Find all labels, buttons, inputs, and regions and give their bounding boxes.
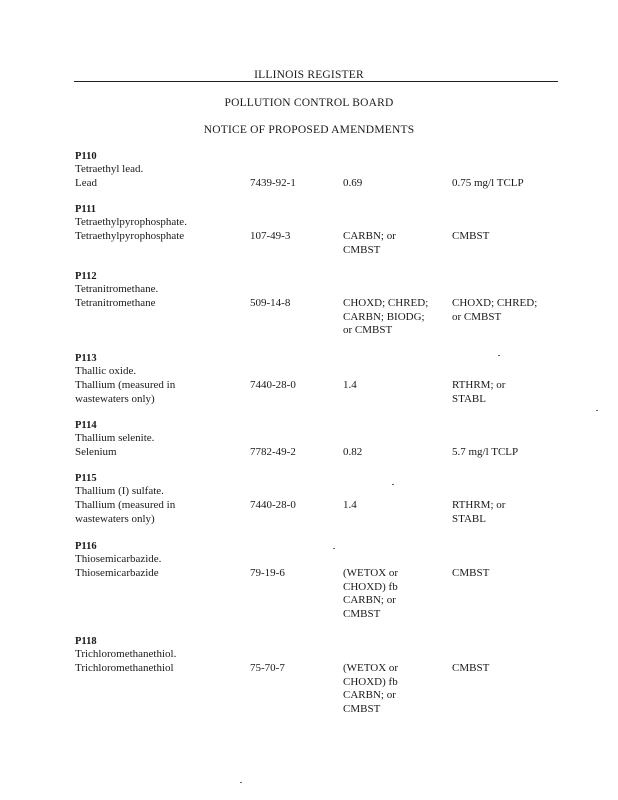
- nonwastewater-standard: RTHRM; or STABL: [452, 379, 506, 405]
- wastewater-standard: (WETOX or CHOXD) fb CARBN; or CMBST: [343, 567, 399, 620]
- nonwastewater-standard: 5.7 mg/l TCLP: [452, 446, 519, 458]
- waste-name: Thallic oxide.: [75, 365, 137, 377]
- waste-code: P118: [75, 636, 97, 647]
- scan-speck: [240, 782, 242, 783]
- constituent-name: Tetranitromethane: [75, 297, 156, 309]
- wastewater-standard: 0.82: [343, 446, 363, 458]
- notice-title: NOTICE OF PROPOSED AMENDMENTS: [203, 124, 415, 136]
- nonwastewater-standard: RTHRM; or STABL: [452, 499, 506, 525]
- waste-name: Thiosemicarbazide.: [75, 553, 162, 565]
- cas-number: 107-49-3: [250, 230, 291, 242]
- nonwastewater-standard: 0.75 mg/l TCLP: [452, 177, 524, 189]
- waste-code: P111: [75, 204, 97, 215]
- scan-speck: [333, 548, 335, 549]
- cas-number: 7782-49-2: [250, 446, 296, 458]
- waste-name: Tetraethyl lead.: [75, 163, 144, 175]
- cas-number: 7439-92-1: [250, 177, 296, 189]
- constituent-name: Thallium (measured in wastewaters only): [75, 499, 176, 525]
- wastewater-standard: 0.69: [343, 177, 363, 189]
- wastewater-standard: 1.4: [343, 379, 357, 391]
- nonwastewater-standard: CHOXD; CHRED; or CMBST: [452, 297, 538, 323]
- waste-code: P115: [75, 473, 97, 484]
- constituent-name: Thallium (measured in wastewaters only): [75, 379, 176, 405]
- nonwastewater-standard: CMBST: [452, 662, 490, 674]
- waste-name: Trichloromethanethiol.: [75, 648, 177, 660]
- waste-name: Thallium (I) sulfate.: [75, 485, 164, 497]
- cas-number: 7440-28-0: [250, 379, 296, 391]
- constituent-name: Tetraethylpyrophosphate: [75, 230, 185, 242]
- wastewater-standard: CHOXD; CHRED; CARBN; BIODG; or CMBST: [343, 297, 429, 336]
- nonwastewater-standard: CMBST: [452, 567, 490, 579]
- constituent-name: Lead: [75, 177, 97, 189]
- constituent-name: Selenium: [75, 446, 117, 458]
- scan-speck: [392, 484, 394, 485]
- waste-code: P113: [75, 353, 97, 364]
- wastewater-standard: 1.4: [343, 499, 357, 511]
- waste-name: Thallium selenite.: [75, 432, 155, 444]
- waste-code: P116: [75, 541, 97, 552]
- wastewater-standard: CARBN; or CMBST: [343, 230, 396, 256]
- constituent-name: Trichloromethanethiol: [75, 662, 174, 674]
- constituent-name: Thiosemicarbazide: [75, 567, 159, 579]
- waste-code: P112: [75, 271, 97, 282]
- nonwastewater-standard: CMBST: [452, 230, 490, 242]
- scan-speck: [596, 410, 598, 411]
- cas-number: 7440-28-0: [250, 499, 296, 511]
- board-title: POLLUTION CONTROL BOARD: [224, 97, 394, 109]
- waste-code: P110: [75, 151, 97, 162]
- scan-speck: [498, 355, 500, 356]
- waste-name: Tetraethylpyrophosphate.: [75, 216, 187, 228]
- wastewater-standard: (WETOX or CHOXD) fb CARBN; or CMBST: [343, 662, 399, 715]
- waste-name: Tetranitromethane.: [75, 283, 159, 295]
- cas-number: 75-70-7: [250, 662, 285, 674]
- waste-code: P114: [75, 420, 97, 431]
- cas-number: 79-19-6: [250, 567, 285, 579]
- cas-number: 509-14-8: [250, 297, 291, 309]
- register-title: ILLINOIS REGISTER: [0, 69, 618, 81]
- header-rule: [74, 81, 558, 82]
